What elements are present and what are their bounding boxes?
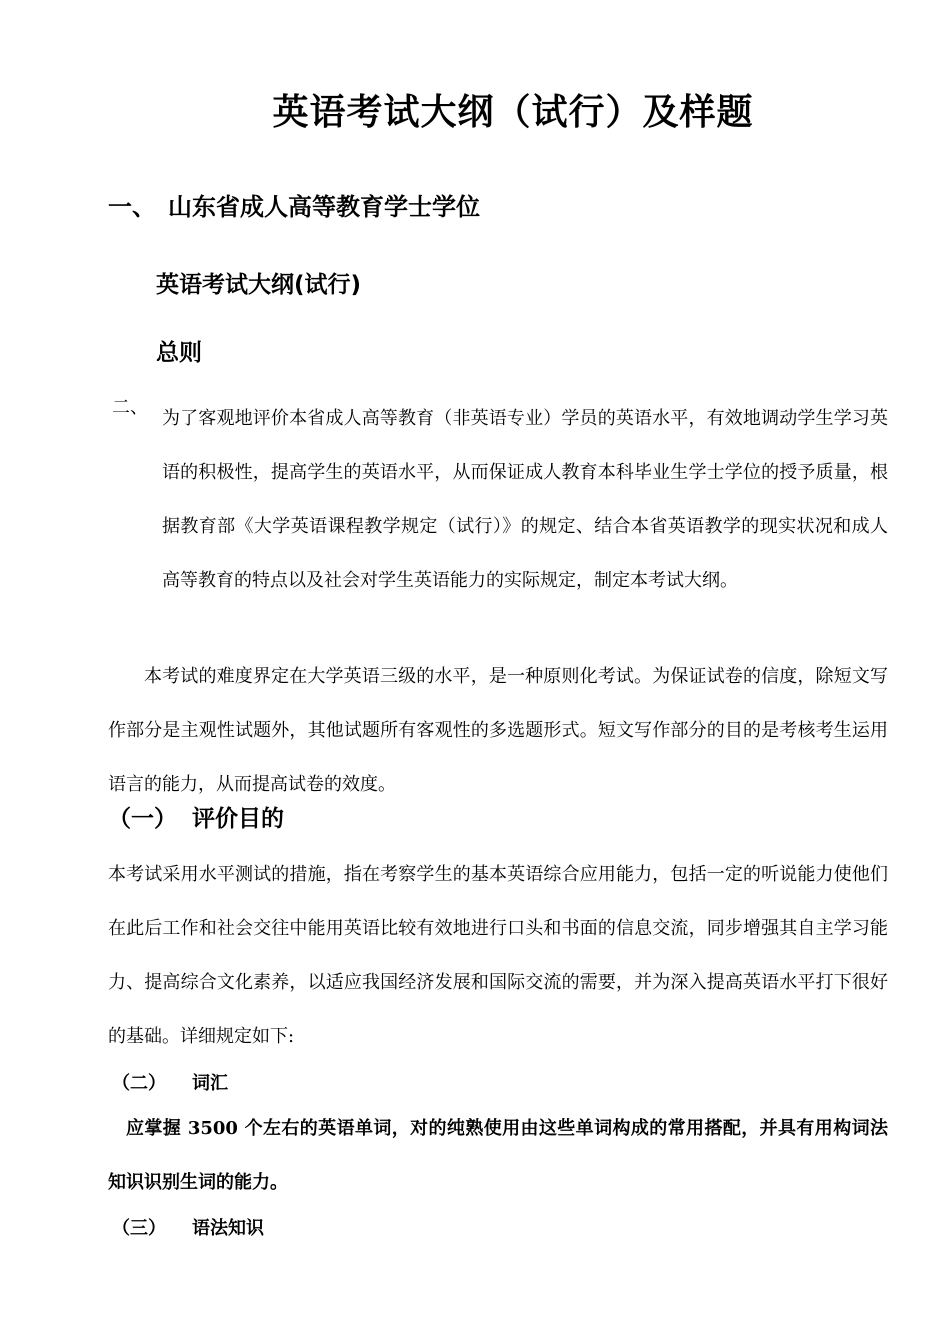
paragraph-vocabulary: 应掌握 3500 个左右的英语单词，对的纯熟使用由这些单词构成的常用搭配，并具有用构词法知识识别生词的能力。: [108, 1118, 888, 1193]
section-one-text: 山东省成人高等教育学士学位: [168, 193, 480, 221]
section-vocabulary-heading: [112, 1070, 228, 1098]
paragraph-difficulty: 本考试的难度界定在大学英语三级的水平，是一种原则化考试。为保证试卷的信度，除短文写作部分是主观性试题外，其他试题所有客观性的多选题形式。短文写作部分的目的是考核考生运用语言的能力，从而提高试卷的效度。: [108, 666, 888, 795]
section-evaluation-number: （一）: [108, 806, 177, 832]
paragraph-purpose: 为了客观地评价本省成人高等教育（非英语专业）学员的英语水平，有效地调动学生学习英语的积极性，提高学生的英语水平，从而保证成人教育本科毕业生学士学位的授予质量，根据教育部《大学英语课程教学规定（试行）》的规定、结合本省英语教学的现实状况和成人高等教育的特点以及社会对学生英语能力的实际规定，制定本考试大纲。: [162, 408, 888, 591]
section-grammar-number: （三）: [112, 1218, 166, 1239]
item-two-number: 二、: [112, 397, 148, 418]
section-grammar-text: 语法知识: [192, 1218, 264, 1239]
section-one-number: 一、: [108, 193, 156, 221]
subtitle: 英语考试大纲(试行): [156, 272, 362, 298]
paragraph-evaluation: 本考试采用水平测试的措施，指在考察学生的基本英语综合应用能力，包括一定的听说能力使他们在此后工作和社会交往中能用英语比较有效地进行口头和书面的信息交流，同步增强其自主学习能力、提高综合文化素养，以适应我国经济发展和国际交流的需要，并为深入提高英语水平打下很好的基础。详细规定如下:: [108, 864, 888, 1047]
section-grammar-heading: [112, 1215, 264, 1243]
section-one-heading: [108, 190, 480, 224]
document-title: 英语考试大纲（试行）及样题: [272, 92, 754, 133]
section-evaluation-heading: [108, 802, 284, 836]
section-vocabulary-text: 词汇: [192, 1073, 228, 1094]
general-heading: 总则: [156, 340, 202, 366]
section-vocabulary-number: （二）: [112, 1073, 166, 1094]
section-evaluation-text: 评价目的: [192, 806, 284, 832]
